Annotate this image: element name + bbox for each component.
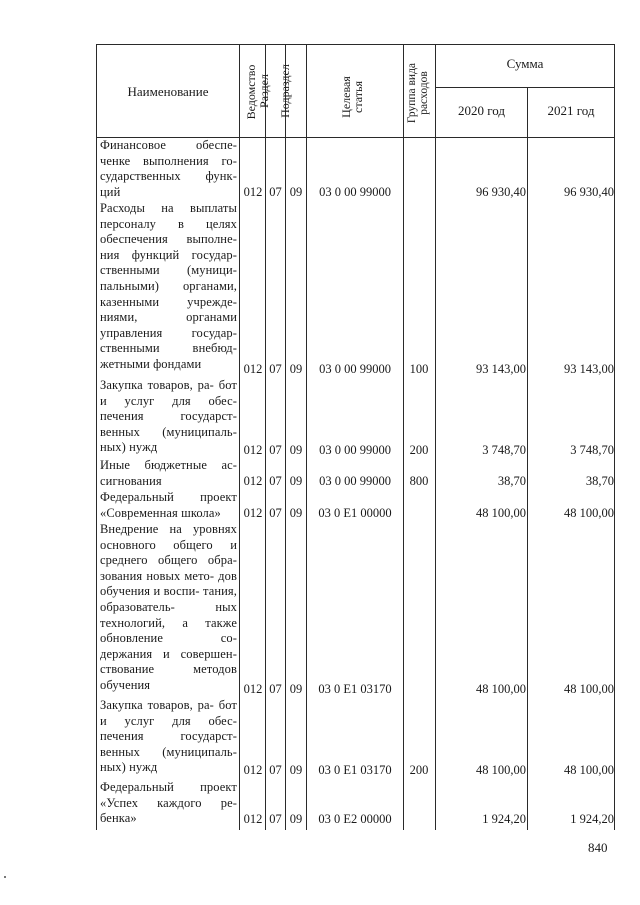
row-razdel: 07 (269, 362, 282, 376)
row-podrazdel: 09 (289, 362, 303, 376)
row-razdel: 07 (269, 185, 282, 199)
row-sum-2020: 96 930,40 (476, 185, 526, 199)
row-razdel: 07 (269, 682, 282, 696)
row-sum-2020: 48 100,00 (476, 506, 526, 520)
row-sum-2021: 3 748,70 (570, 443, 614, 457)
row-podrazdel: 09 (289, 763, 303, 777)
row-sum-2020: 1 924,20 (482, 812, 526, 826)
row-gruppa: 800 (409, 474, 429, 488)
row-tselevaya: 03 0 E1 03170 (318, 763, 392, 777)
header-razdel: Раздел (257, 74, 271, 108)
row-sum-2020: 93 143,00 (476, 362, 526, 376)
row-tselevaya: 03 0 00 99000 (319, 443, 391, 457)
row-sum-2020: 48 100,00 (476, 763, 526, 777)
row-sum-2020: 38,70 (497, 474, 526, 488)
row-ved: 012 (243, 362, 263, 376)
row-podrazdel: 09 (289, 812, 303, 826)
row-gruppa: 100 (409, 362, 429, 376)
header-vedomstvo: Ведомство (244, 64, 258, 120)
row-podrazdel: 09 (289, 682, 303, 696)
col-line-gruppa (403, 44, 404, 830)
header-tselevaya-line2: статья (351, 81, 365, 113)
row-ved: 012 (243, 763, 263, 777)
row-ved: 012 (243, 185, 263, 199)
page-number: 840 (588, 840, 608, 855)
header-gruppa (406, 48, 432, 138)
row-ved: 012 (243, 443, 263, 457)
row-name: Федеральный проект «Современная школа» (100, 490, 237, 520)
scan-speck (4, 876, 6, 878)
row-razdel: 07 (269, 812, 282, 826)
row-sum-2021: 48 100,00 (564, 682, 614, 696)
row-razdel: 07 (269, 506, 282, 520)
row-name: Финансовое обеспе- ченке выполнения го- сударственных функ- ций (100, 138, 237, 199)
row-ved: 012 (243, 682, 263, 696)
row-ved: 012 (243, 506, 263, 520)
row-razdel: 07 (269, 443, 282, 457)
row-podrazdel: 09 (289, 185, 303, 199)
header-name: Наименование (127, 84, 209, 99)
col-line-tselevaya (306, 44, 307, 830)
row-tselevaya: 03 0 00 99000 (319, 474, 391, 488)
row-name: Расходы на выплаты персоналу в целях обеспечения выполне- ния функций государ- ственными (муници- пальными) органами, казенными учрежде- ниями, органами управления государ- ственными внебюд- жетными фондами (100, 201, 237, 371)
row-razdel: 07 (269, 763, 282, 777)
header-year-2021: 2021 год (547, 103, 595, 118)
row-sum-2021: 38,70 (585, 474, 614, 488)
row-sum-2021: 1 924,20 (570, 812, 614, 826)
header-gruppa-line1: Группа вида (406, 62, 418, 124)
col-line-ved (239, 44, 240, 830)
row-tselevaya: 03 0 E1 00000 (318, 506, 392, 520)
row-name: Иные бюджетные ас- сигнования (100, 458, 237, 488)
row-razdel: 07 (269, 474, 282, 488)
row-tselevaya: 03 0 00 99000 (319, 185, 391, 199)
row-sum-2021: 48 100,00 (564, 506, 614, 520)
row-sum-2021: 96 930,40 (564, 185, 614, 199)
header-gruppa-line2: расходов (418, 71, 430, 115)
col-line-sum2020 (435, 44, 436, 830)
row-podrazdel: 09 (289, 474, 303, 488)
header-summa: Сумма (506, 56, 544, 71)
header-podrazdel: Подраздел (278, 64, 292, 118)
row-podrazdel: 09 (289, 443, 303, 457)
col-line-podrazdel (285, 44, 286, 830)
row-tselevaya: 03 0 E2 00000 (318, 812, 392, 826)
row-sum-2020: 48 100,00 (476, 682, 526, 696)
table-top-border (96, 44, 614, 45)
header-tselevaya (340, 52, 368, 142)
header-tselevaya-line1: Целевая (339, 76, 353, 118)
row-gruppa: 200 (409, 763, 429, 777)
row-tselevaya: 03 0 00 99000 (319, 362, 391, 376)
row-name: Закупка товаров, ра- бот и услуг для обес- печения государст- венных (муниципаль- ных) нужд (100, 698, 237, 775)
row-sum-2020: 3 748,70 (482, 443, 526, 457)
row-sum-2021: 93 143,00 (564, 362, 614, 376)
summa-subheader-line (435, 87, 614, 88)
row-ved: 012 (243, 474, 263, 488)
row-gruppa: 200 (409, 443, 429, 457)
col-line-right (614, 44, 615, 830)
row-podrazdel: 09 (289, 506, 303, 520)
col-line-left (96, 44, 97, 830)
row-name: Внедрение на уровнях основного общего и среднего общего обра- зования новых мето- дов обучения и воспи- тания, образователь- ных технологий, а также обновление со- держания и совершен- ствование методов обучения (100, 522, 237, 692)
header-year-2020: 2020 год (458, 103, 505, 118)
col-line-razdel (265, 44, 266, 830)
row-tselevaya: 03 0 E1 03170 (318, 682, 392, 696)
row-name: Федеральный проект «Успех каждого ре- бенка» (100, 780, 237, 826)
row-sum-2021: 48 100,00 (564, 763, 614, 777)
row-name: Закупка товаров, ра- бот и услуг для обес- печения государст- венных (муниципаль- ных) нужд (100, 378, 237, 455)
row-ved: 012 (243, 812, 263, 826)
